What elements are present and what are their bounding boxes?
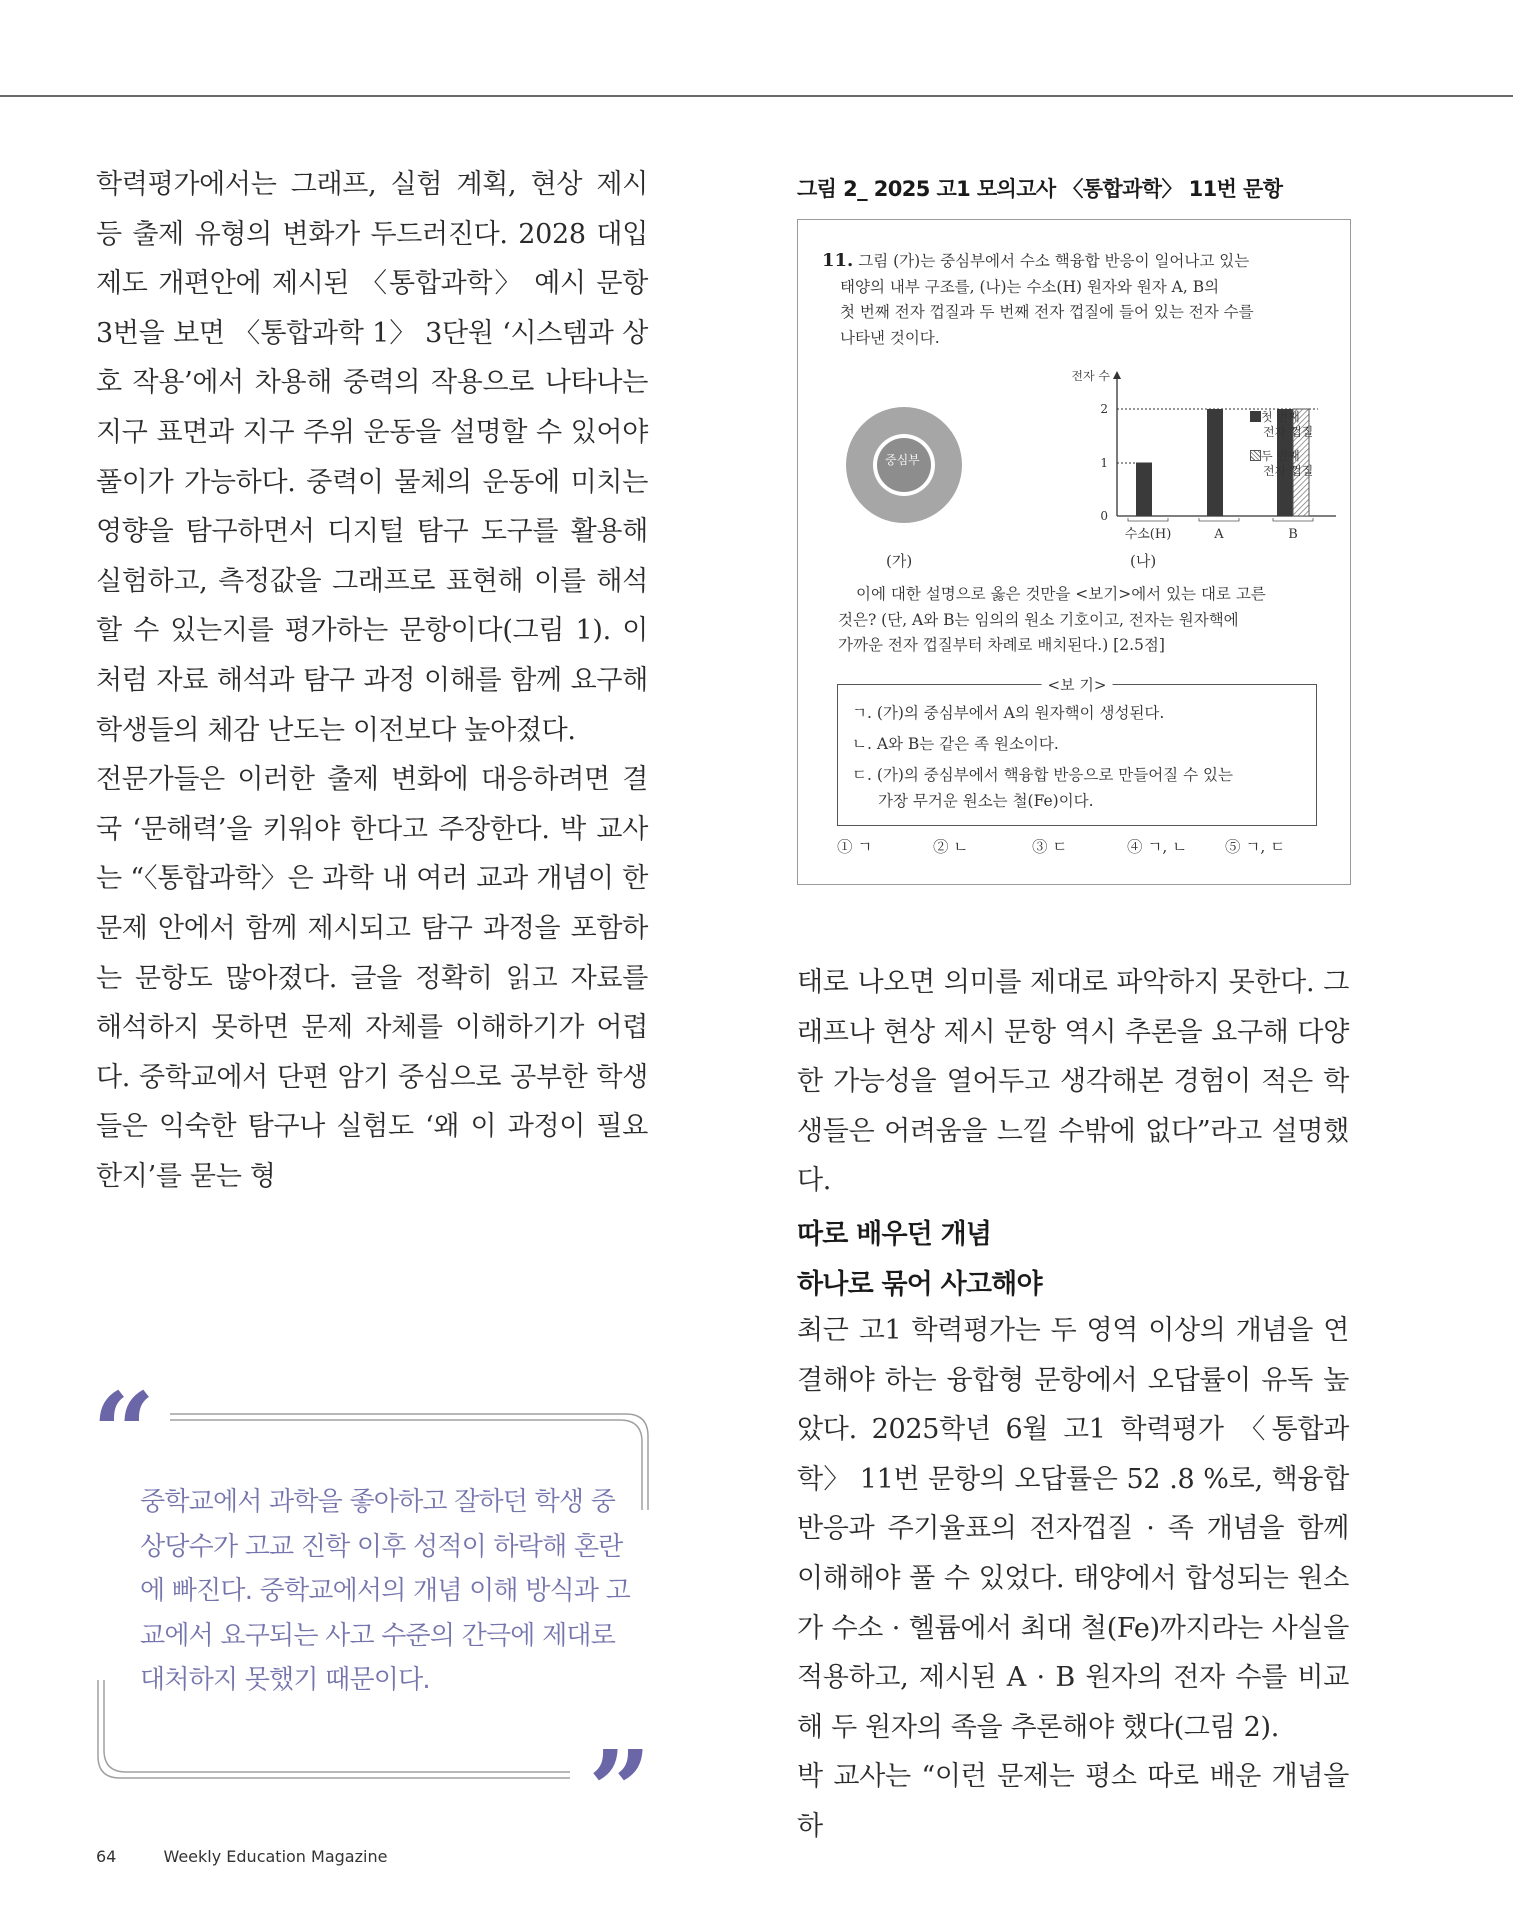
y-tick-label: 1 bbox=[1100, 456, 1108, 470]
legend-label: 전자 껍질 bbox=[1263, 464, 1314, 478]
quote-close-mark: ” bbox=[588, 1726, 652, 1855]
label-ga: (가) bbox=[886, 552, 913, 570]
question-line: 그림 (가)는 중심부에서 수소 핵융합 반응이 일어나고 있는 bbox=[858, 252, 1250, 270]
pull-quote-text: 중학교에서 과학을 좋아하고 잘하던 학생 중 상당수가 고교 진학 이후 성적이 하락해 혼란에 빠진다. 중학교에서의 개념 이해 방식과 고교에서 요구되는 사고 수준의 간극에 제대로 대처하지 못했기 때문이다. bbox=[140, 1487, 630, 1696]
instruction-line: 가까운 전자 껍질부터 차례로 배치된다.) [2.5점] bbox=[838, 636, 1165, 654]
category-bracket-1 bbox=[1199, 518, 1239, 521]
legend-swatch-first-shell bbox=[1250, 411, 1261, 422]
right-column-bottom bbox=[797, 1306, 1349, 1852]
question-instruction bbox=[838, 582, 1338, 659]
body-paragraph: 박 교사는 “이런 문제는 평소 따로 배운 개념을 하 bbox=[797, 1761, 1349, 1842]
figure-caption: 그림 2_ 2025 고1 모의고사 〈통합과학〉 11번 문항 bbox=[797, 177, 1283, 201]
section-heading: 하나로 묶어 사고해야 bbox=[797, 1269, 1042, 1300]
boki-box bbox=[837, 676, 1317, 826]
sun-center-label: 중심부 bbox=[885, 453, 920, 467]
body-paragraph: 전문가들은 이러한 출제 변화에 대응하려면 결국 ‘문해력’을 키워야 한다고 주장한다. 박 교사는 “〈통합과학〉은 과학 내 여러 교과 개념이 한 문제 안에서 함께 제시되고 탐구 과정을 포함하는 문항도 많아졌다. 글을 정확히 읽고 자료를 해석하지 못하면 문제 자체를 이해하기가 어렵다. 중학교에서 단편 암기 중심으로 공부한 학생들은 익숙한 탐구나 실험도 ‘왜 이 과정이 필요한지’를 묻는 형 bbox=[96, 764, 648, 1192]
instruction-line: 것은? (단, A와 B는 임의의 원소 기호이고, 전자는 원자핵에 bbox=[838, 610, 1239, 629]
quote-open-mark: “ bbox=[92, 1368, 156, 1497]
y-tick-label: 2 bbox=[1100, 402, 1108, 416]
magazine-name: Weekly Education Magazine bbox=[163, 1847, 388, 1866]
y-axis-arrow bbox=[1113, 371, 1121, 379]
question-line: 나타낸 것이다. bbox=[840, 328, 940, 347]
category-bracket-0 bbox=[1128, 518, 1168, 521]
answer-choice: ① ㄱ bbox=[837, 838, 873, 856]
page-footer bbox=[96, 1847, 387, 1866]
x-tick-label: A bbox=[1214, 527, 1224, 542]
answer-choice: ② ㄴ bbox=[933, 838, 969, 856]
legend-label: 두 번째 bbox=[1261, 449, 1300, 463]
boki-title: <보 기> bbox=[1042, 674, 1113, 695]
question-stem bbox=[822, 248, 1332, 351]
body-paragraph: 최근 고1 학력평가는 두 영역 이상의 개념을 연결해야 하는 융합형 문항에서 오답률이 유독 높았다. 2025학년 6월 고1 학력평가 〈통합과학〉 11번 문항의 오답률은 52 .8 %로, 핵융합 반응과 주기율표의 전자껍질 · 족 개념을 함께 이해해야 풀 수 있었다. 태양에서 합성되는 원소가 수소 · 헬륨에서 최대 철(Fe)까지라는 사실을 적용하고, 제시된 A · B 원자의 전자 수를 비교해 두 원자의 족을 추론해야 했다(그림 2). bbox=[797, 1315, 1349, 1743]
x-tick-label: 수소(H) bbox=[1124, 527, 1172, 542]
section-heading: 따로 배우던 개념 bbox=[797, 1219, 992, 1250]
question-number: 11. bbox=[822, 250, 854, 271]
right-column-top bbox=[797, 958, 1349, 1206]
answer-choice: ③ ㄷ bbox=[1032, 838, 1068, 856]
category-bracket-2 bbox=[1273, 518, 1313, 521]
body-paragraph: 학력평가에서는 그래프, 실험 계획, 현상 제시 등 출제 유형의 변화가 두드러진다. 2028 대입 제도 개편안에 제시된 〈통합과학〉 예시 문항 3번을 보면 〈통합과학 1〉 3단원 ‘시스템과 상호 작용’에서 차용해 중력의 작용으로 나타나는 지구 표면과 지구 주위 운동을 설명할 수 있어야 풀이가 가능하다. 중력이 물체의 운동에 미치는 영향을 탐구하면서 디지털 탐구 도구를 활용해 실험하고, 측정값을 그래프로 표현해 이를 해석할 수 있는지를 평가하는 문항이다(그림 1). 이처럼 자료 해석과 탐구 과정 이해를 함께 요구해 학생들의 체감 난도는 이전보다 높아졌다. bbox=[96, 169, 648, 746]
boki-item: ㄱ. (가)의 중심부에서 A의 원자핵이 생성된다. bbox=[852, 704, 1165, 722]
legend-label: 전자 껍질 bbox=[1263, 425, 1314, 439]
left-column bbox=[96, 160, 648, 1201]
answer-choice: ⑤ ㄱ, ㄷ bbox=[1225, 838, 1286, 856]
question-line: 첫 번째 전자 껍질과 두 번째 전자 껍질에 들어 있는 전자 수를 bbox=[840, 303, 1254, 321]
top-rule bbox=[0, 95, 1513, 97]
page-number: 64 bbox=[96, 1847, 117, 1866]
body-paragraph: 태로 나오면 의미를 제대로 파악하지 못한다. 그래프나 현상 제시 문항 역시 추론을 요구해 다양한 가능성을 열어두고 생각해본 경험이 적은 학생들은 어려움을 느낄 수밖에 없다”라고 설명했다. bbox=[797, 967, 1349, 1197]
bar-first-shell-1 bbox=[1207, 409, 1223, 516]
x-tick-label: B bbox=[1288, 527, 1298, 542]
label-na: (나) bbox=[1130, 552, 1157, 570]
answer-choice: ④ ㄱ, ㄴ bbox=[1127, 838, 1188, 856]
chart-legend bbox=[1250, 410, 1313, 479]
boki-item: 가장 무거운 원소는 철(Fe)이다. bbox=[878, 792, 1094, 810]
question-line: 태양의 내부 구조를, (나)는 수소(H) 원자와 원자 A, B의 bbox=[840, 277, 1220, 296]
boki-item: ㄷ. (가)의 중심부에서 핵융합 반응으로 만들어질 수 있는 bbox=[852, 766, 1233, 784]
y-tick-label: 0 bbox=[1100, 509, 1108, 523]
exam-question-figure bbox=[797, 219, 1351, 885]
boki-item: ㄴ. A와 B는 같은 족 원소이다. bbox=[852, 735, 1059, 753]
bar-first-shell-0 bbox=[1136, 463, 1152, 517]
y-axis-label: 전자 수 bbox=[1071, 370, 1110, 383]
legend-label: 첫 번째 bbox=[1261, 410, 1300, 424]
legend-swatch-second-shell bbox=[1250, 450, 1261, 461]
instruction-line: 이에 대한 설명으로 옳은 것만을 <보기>에서 있는 대로 고른 bbox=[856, 585, 1266, 603]
